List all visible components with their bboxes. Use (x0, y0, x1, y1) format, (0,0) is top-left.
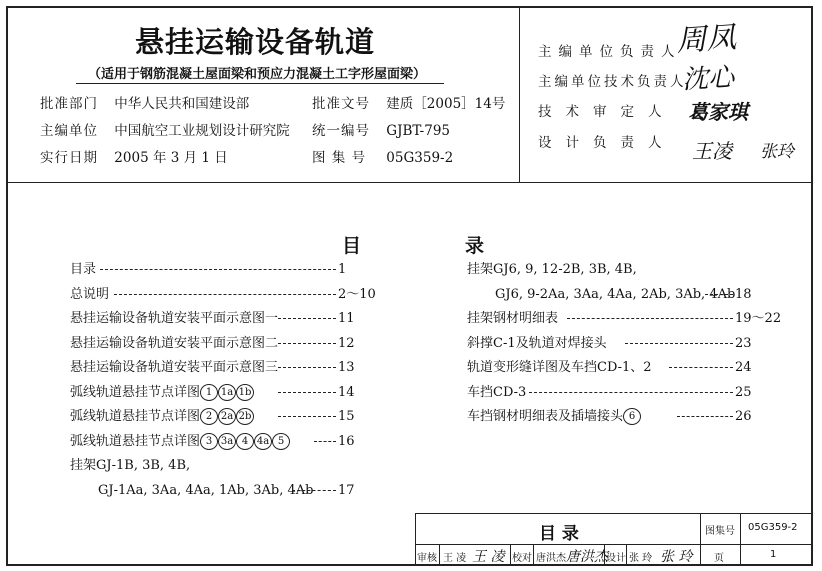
titleblock-mid (415, 544, 813, 545)
detail-circle: 2 (200, 408, 218, 425)
toc-item-name: GJ-1Aa, 3Aa, 4Aa, 1Ab, 3Ab, 4Ab (98, 482, 314, 498)
toc-item-name: GJ6, 9-2Aa, 3Aa, 4Aa, 2Ab, 3Ab, 4Ab (495, 286, 736, 302)
detail-circle: 5 (272, 433, 290, 450)
toc-item-name: 目录 (70, 262, 97, 277)
toc-item-text: 弧线轨道悬挂节点详图 (70, 433, 201, 449)
titleblock-designer-signature: 张 玲 (660, 549, 693, 565)
titleblock-checker: 唐洪杰 (536, 553, 566, 564)
toc-item-name: 总说明 (70, 286, 110, 302)
toc-title-left: 目 (342, 235, 362, 257)
editor-unit-value: 中国航空工业规划设计研究院 (114, 123, 290, 139)
unified-no-value: GJBT-795 (386, 123, 451, 139)
approval-doc-value: 建质［2005］14号 (386, 96, 506, 112)
approval-doc-row (312, 92, 505, 112)
signature-chief-editor: 周凤 (675, 19, 738, 60)
signature-design-lead-1: 王凌 (692, 139, 732, 163)
titleblock-page-no: 1 (770, 549, 777, 560)
toc-leader (278, 343, 336, 344)
toc-item[interactable] (70, 479, 360, 504)
toc-item[interactable] (467, 258, 787, 283)
toc-item-page: 26 (735, 409, 752, 424)
toc-item-name: 轨道变形缝详图及车挡CD-1、2 (467, 360, 652, 375)
toc-leader (278, 367, 336, 368)
titleblock-check-label: 校对 (512, 553, 532, 564)
role-tech-lead: 主编单位技术负责人 (538, 74, 687, 90)
header-vertical-divider (519, 7, 520, 183)
titleblock-drawing-name: 目 录 (539, 524, 579, 544)
subtitle-rule (76, 83, 444, 84)
role-technical-reviewer: 技术审定人 (538, 104, 676, 120)
toc-item-page: 23 (735, 335, 752, 351)
effective-date-value: 2005 年 3 月 1 日 (114, 150, 228, 166)
toc-item[interactable] (467, 332, 787, 357)
toc-item-page: 12 (338, 335, 355, 351)
toc-item-page: 1 (338, 262, 347, 277)
toc-item-page: 18 (735, 286, 752, 302)
titleblock-divider (700, 513, 701, 566)
toc-leader (100, 269, 336, 270)
toc-leader (625, 343, 733, 344)
toc-leader (278, 392, 336, 393)
toc-item-name: 挂架GJ-1B, 3B, 4B, (70, 458, 191, 473)
detail-circle: 1a (218, 384, 236, 401)
toc-item[interactable] (70, 283, 376, 308)
toc-item[interactable] (467, 283, 787, 308)
signature-design-lead-2: 张玲 (760, 142, 794, 162)
titleblock-reviewer: 王 凌 (443, 553, 467, 564)
toc-item[interactable] (70, 454, 360, 479)
toc-item[interactable] (467, 405, 787, 430)
toc-right-column (467, 258, 787, 430)
toc-item[interactable] (70, 307, 360, 332)
titleblock-designer: 张 玲 (629, 553, 653, 564)
toc-item-page: 24 (735, 360, 752, 375)
toc-item-name (70, 405, 254, 429)
detail-circle: 4 (236, 433, 254, 450)
effective-date-label: 实行日期 (40, 150, 98, 166)
toc-item-name: 悬挂运输设备轨道安装平面示意图一 (70, 311, 279, 326)
toc-item-text: 弧线轨道悬挂节点详图 (70, 409, 201, 424)
detail-circle: 2a (218, 408, 236, 425)
toc-item-name: 车挡CD-3 (467, 384, 527, 400)
titleblock-divider (740, 513, 741, 566)
toc-item-page: 17 (338, 482, 355, 498)
toc-item-page: 14 (338, 384, 355, 400)
toc-item[interactable] (70, 332, 360, 357)
toc-item[interactable] (70, 405, 360, 430)
titleblock-atlas-label: 图集号 (705, 526, 735, 537)
toc-item[interactable] (467, 356, 787, 381)
approval-dept-value: 中华人民共和国建设部 (114, 96, 250, 112)
page-subtitle: （适用于钢筋混凝土屋面梁和预应力混凝土工字形屋面梁） (88, 67, 427, 82)
toc-item-page: 15 (338, 409, 355, 424)
unified-no-row (312, 119, 450, 139)
toc-leader (677, 416, 733, 417)
titleblock-divider (626, 544, 627, 566)
toc-item-name (70, 430, 290, 454)
toc-leader (314, 441, 336, 442)
toc-item-text: 弧线轨道悬挂节点详图 (70, 384, 201, 400)
detail-circle: 1 (200, 384, 218, 401)
detail-circle: 3a (218, 433, 236, 450)
titleblock-review-label: 审核 (417, 553, 437, 564)
toc-item-name: 斜撑C-1及轨道对焊接头 (467, 335, 607, 351)
editor-unit-row (40, 119, 290, 139)
toc-item[interactable] (70, 430, 360, 455)
effective-date-row (40, 146, 228, 166)
editor-unit-label: 主编单位 (40, 123, 98, 139)
toc-item-page: 25 (735, 384, 752, 400)
toc-item[interactable] (467, 381, 787, 406)
toc-item-name: 挂架钢材明细表 (467, 311, 559, 326)
titleblock-divider (510, 544, 511, 566)
atlas-no-value: 05G359-2 (386, 150, 454, 166)
atlas-no-label: 图 集 号 (312, 150, 367, 166)
toc-item-page: 13 (338, 360, 355, 375)
signature-reviewer: 葛家琪 (688, 100, 748, 124)
atlas-no-row (312, 146, 453, 166)
toc-leader (292, 490, 336, 491)
toc-leader (567, 318, 733, 319)
toc-item[interactable] (467, 307, 787, 332)
titleblock-top (415, 513, 813, 514)
titleblock-divider (533, 544, 534, 566)
titleblock-reviewer-signature: 王 凌 (472, 549, 505, 565)
titleblock-page-label: 页 (714, 553, 724, 564)
toc-leader (529, 392, 733, 393)
role-design-lead: 设计负责人 (538, 135, 676, 151)
toc-item-page: 11 (338, 311, 355, 326)
toc-item[interactable] (70, 258, 360, 283)
approval-dept-row (40, 92, 249, 112)
header-divider (7, 182, 813, 183)
unified-no-label: 统一编号 (312, 123, 370, 139)
toc-item-text: 车挡钢材明细表及插墙接头 (467, 409, 624, 424)
toc-left-column (70, 258, 376, 503)
titleblock-checker-signature: 唐洪杰 (566, 549, 608, 565)
toc-leader (278, 416, 336, 417)
toc-title-right: 录 (465, 235, 485, 257)
toc-leader (669, 367, 733, 368)
toc-leader (278, 318, 336, 319)
toc-item-page: 16 (338, 433, 355, 449)
toc-item-name (70, 381, 254, 405)
toc-item-name: 挂架GJ6, 9, 12-2B, 3B, 4B, (467, 262, 637, 277)
toc-item[interactable] (70, 356, 360, 381)
toc-item-name (467, 405, 641, 429)
titleblock-atlas-no: 05G359-2 (748, 522, 798, 533)
toc-item[interactable] (70, 381, 360, 406)
toc-item-page: 19～22 (735, 311, 782, 326)
detail-circle: 2b (236, 408, 254, 425)
toc-leader (114, 294, 336, 295)
approval-dept-label: 批准部门 (40, 96, 98, 112)
toc-item-name: 悬挂运输设备轨道安装平面示意图二 (70, 335, 279, 351)
titleblock-left (415, 513, 416, 566)
titleblock-divider (439, 544, 440, 566)
approval-doc-label: 批准文号 (312, 96, 370, 112)
detail-circle: 1b (236, 384, 254, 401)
toc-leader (705, 294, 733, 295)
detail-circle: 6 (623, 408, 641, 425)
signature-tech-lead: 沈心 (681, 62, 735, 96)
toc-item-page: 2～10 (338, 286, 376, 302)
role-chief-editor: 主编单位负责人 (538, 44, 682, 60)
page-title: 悬挂运输设备轨道 (135, 25, 376, 59)
detail-circle: 4a (254, 433, 272, 450)
detail-circle: 3 (200, 433, 218, 450)
toc-item-name: 悬挂运输设备轨道安装平面示意图三 (70, 360, 279, 375)
titleblock-design-label: 设计 (606, 553, 626, 564)
